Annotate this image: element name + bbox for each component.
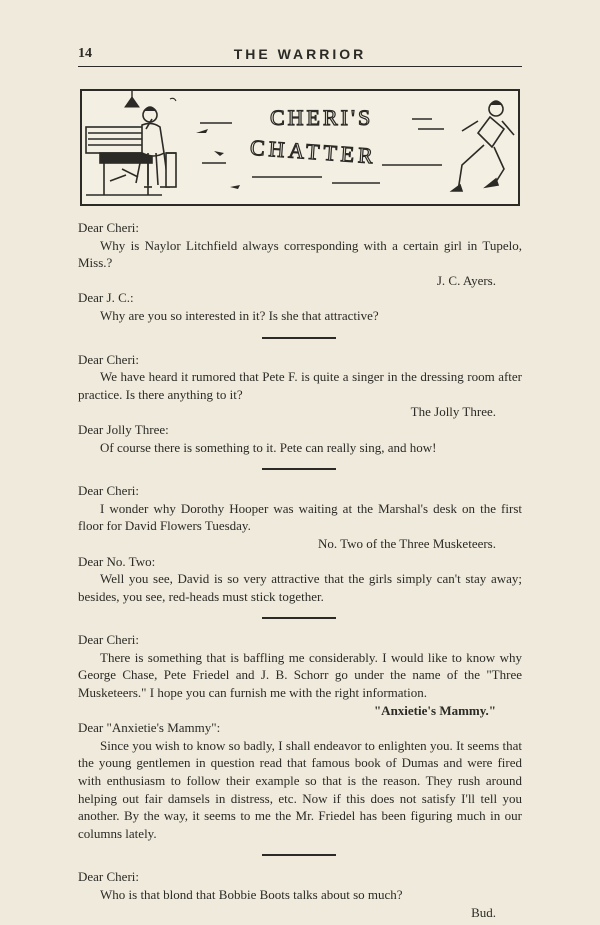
letter-4 xyxy=(78,631,522,842)
girl-figure xyxy=(136,107,176,187)
column-banner xyxy=(80,89,520,206)
letter-body: We have heard it rumored that Pete F. is quite a singer in the dressing room after practice. Is there anything to it? xyxy=(78,369,522,402)
letter-signature: "Anxietie's Mammy." xyxy=(373,702,496,718)
section-divider xyxy=(262,854,336,856)
lamp-illustration xyxy=(125,91,139,107)
letter-salutation: Dear Cheri: xyxy=(78,483,140,499)
section-divider xyxy=(262,468,336,470)
section-divider xyxy=(262,337,336,339)
letter-salutation: Dear Cheri: xyxy=(78,220,140,235)
running-title: THE WARRIOR xyxy=(233,46,367,62)
page-header xyxy=(78,44,522,64)
banner-title-line1: CHERI'S xyxy=(270,105,374,130)
letter-signature: Bud. xyxy=(471,904,496,920)
letter-salutation: Dear Cheri: xyxy=(78,869,140,885)
letter-body: I wonder why Dorothy Hooper was waiting at the Marshal's desk on the first floor for David Flowers Tuesday. xyxy=(78,500,522,534)
reply-salutation: Dear J. C.: xyxy=(78,290,134,306)
letter-2 xyxy=(78,351,522,457)
reply-body: Well you see, David is so very attractive that the girls simply can't stay away; besides, you see, red-heads must stick together. xyxy=(78,571,522,604)
reply-salutation: Dear "Anxietie's Mammy": xyxy=(78,720,221,736)
reply-salutation: Dear Jolly Three: xyxy=(78,421,169,437)
letter-body: Why is Naylor Litchfield always corresponding with a certain girl in Tupelo, Miss.? xyxy=(78,237,522,271)
advice-column xyxy=(78,219,522,921)
letter-signature: The Jolly Three. xyxy=(410,404,496,420)
letter-signature: J. C. Ayers. xyxy=(436,272,496,288)
letter-1 xyxy=(78,219,522,325)
letter-body: There is something that is baffling me considerably. I would like to know why George Chase, Pete Friedel and J. B. Schorr go under the name of the "Three Musketeers." I hope you can furnish me with the right information. xyxy=(78,649,522,701)
section-divider xyxy=(262,617,336,619)
flying-papers xyxy=(170,98,240,189)
reply-body: Why are you so interested in it? Is she that attractive? xyxy=(100,307,379,323)
letter-signature: No. Two of the Three Musketeers. xyxy=(317,535,496,551)
letter-body: Who is that blond that Bobbie Boots talks about so much? xyxy=(100,887,403,902)
page-number: 14 xyxy=(78,46,92,61)
banner-illustration xyxy=(82,91,518,204)
letter-salutation: Dear Cheri: xyxy=(78,632,140,648)
letter-salutation: Dear Cheri: xyxy=(78,351,140,367)
reply-body: Of course there is something to it. Pete can really sing, and how! xyxy=(100,439,437,455)
header-rule xyxy=(78,66,522,67)
reply-salutation: Dear No. Two: xyxy=(78,553,156,569)
letter-3 xyxy=(78,482,522,605)
running-boy-figure xyxy=(452,101,514,191)
letter-5 xyxy=(78,868,522,921)
reply-body: Since you wish to know so badly, I shall endeavor to enlighten you. It seems that the young gentlemen in question read that famous book of Dumas and were fired with enthusiasm to follow their example so that is the reason. They rush around helping out fair damsels in distress, etc. Now if this does not satisfy I'll tell you another. By the way, it seems to me the Mr. Friedel has been figuring much in our columns lately. xyxy=(78,737,522,841)
banner-title-line2: CHATTER xyxy=(249,134,378,169)
